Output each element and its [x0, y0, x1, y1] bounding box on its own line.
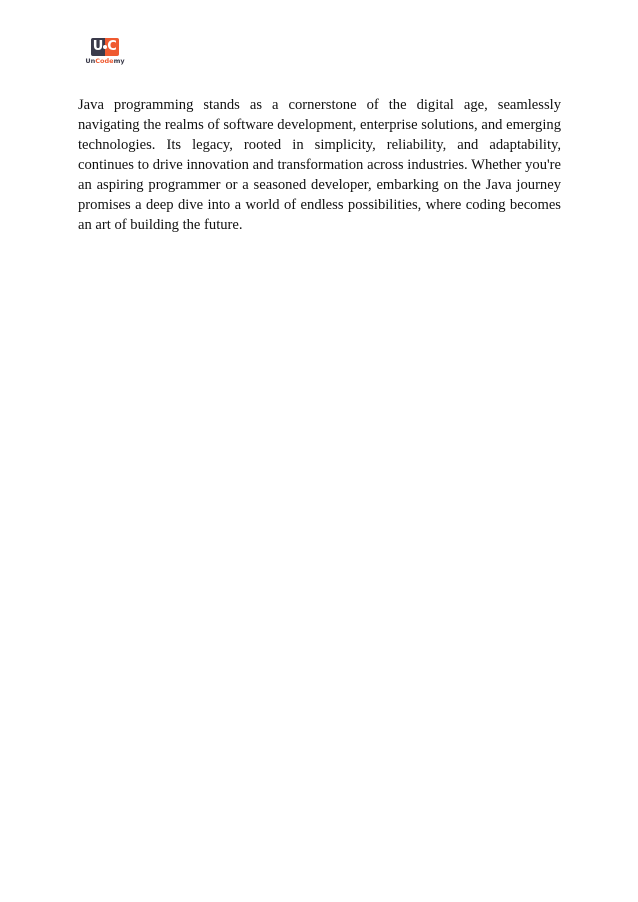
logo-word-my: my	[113, 57, 125, 65]
logo-wordmark	[80, 57, 130, 66]
logo-letter-c: C	[105, 38, 119, 56]
logo-dot-icon	[103, 45, 107, 49]
logo-word-un: Un	[85, 57, 96, 65]
uncodemy-logo	[80, 38, 130, 68]
logo-word-code: Code	[95, 57, 114, 65]
body-paragraph: Java programming stands as a cornerstone of the digital age, seamlessly navigating the realms of software development, enterprise solutions, and emerging technologies. Its legacy, rooted in simplicity, reliability, and adaptability, continues to drive innovation and transformation across industries. Whether you're an aspiring programmer or a seasoned developer, embarking on the Java journey promises a deep dive into a world of endless possibilities, where coding becomes an art of building the future.	[78, 97, 561, 233]
logo-letter-u: U	[92, 39, 104, 54]
logo-mark-icon	[91, 38, 119, 56]
